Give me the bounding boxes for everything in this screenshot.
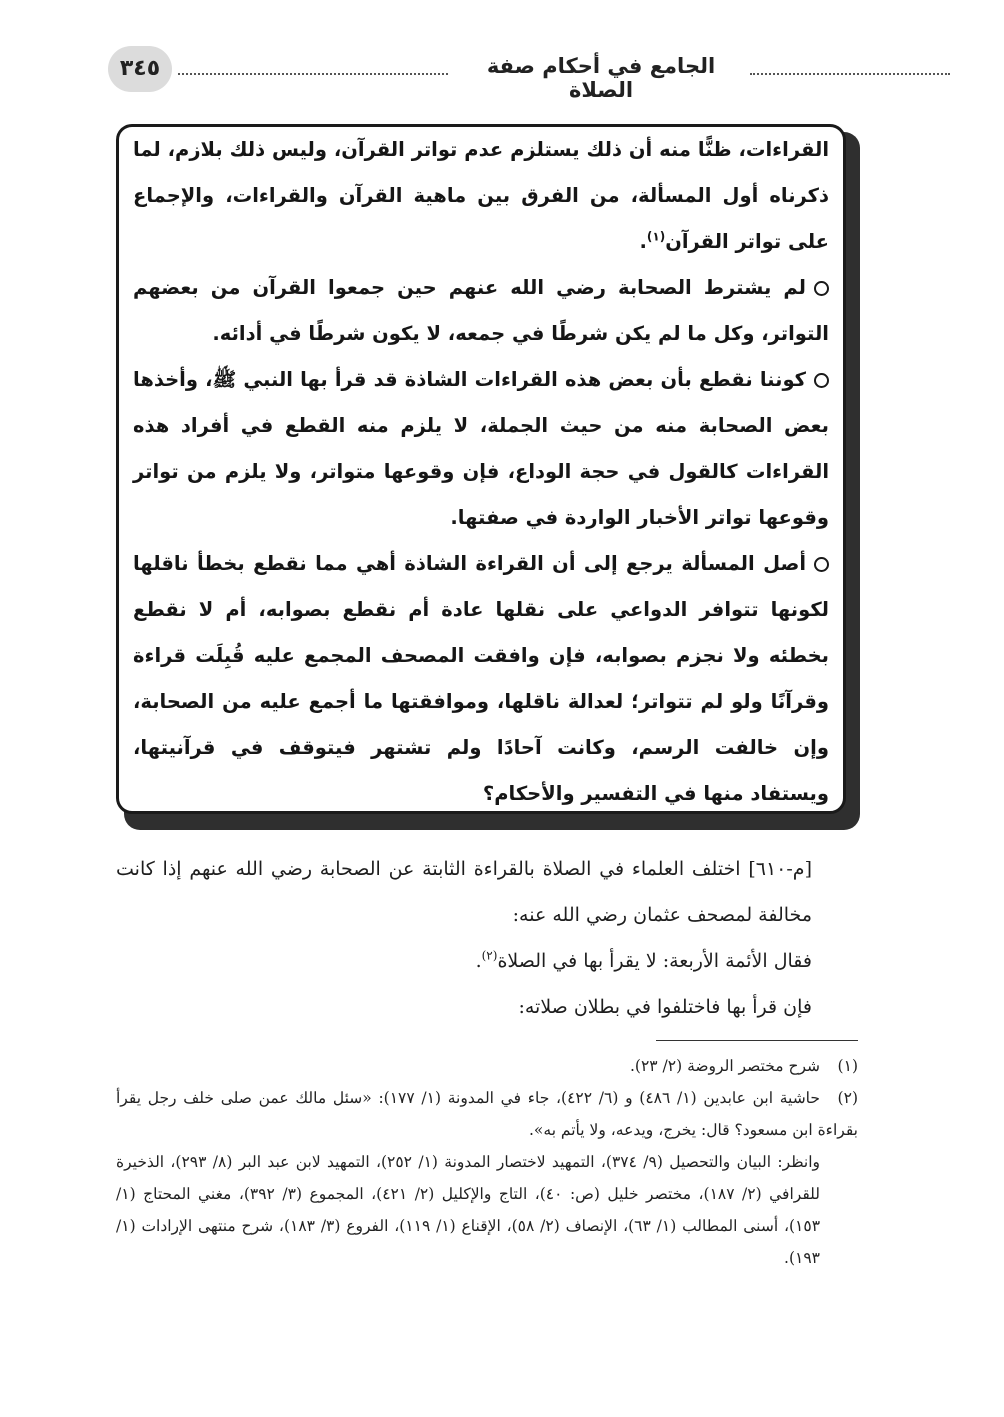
header-dotted-leader-left bbox=[178, 73, 448, 75]
body-paragraph: فإن قرأ بها فاختلفوا في بطلان صلاته: bbox=[518, 996, 812, 1018]
body-paragraph: فقال الأئمة الأربعة: لا يقرأ بها في الصلاة$^{(٢)}$. bbox=[475, 948, 812, 972]
footnote: (٢)حاشية ابن عابدين (١/ ٤٨٦) و (٦/ ٤٢٢)، جاء في المدونة (١/ ١٧٧): «سئل مالك عمن صلى خلف رجل يقرأ بقراءة ابن مسعود؟ قال: يخرج، ويدعه، ولا يأتم به». bbox=[116, 1082, 858, 1146]
footnote-continuation: وانظر: البيان والتحصيل (٩/ ٣٧٤)، التمهيد لاختصار المدونة (١/ ٢٥٢)، التمهيد لابن عبد البر (٨/ ٢٩٣)، الذخيرة للقرافي (٢/ ١٨٧)، مختصر خليل (ص: ٤٠)، التاج والإكليل (٢/ ٤٢١)، المجموع (٣/ ٣٩٢)، مغني المحتاج (١/ ١٥٣)، أسنى المطالب (١/ ٦٣)، الإنصاف (٢/ ٥٨)، الإقناع (١/ ١١٩)، الفروع (٣/ ١٨٣)، شرح منتهى الإرادات (١/ ١٩٣). bbox=[116, 1153, 821, 1267]
page-number: ٣٤٥ bbox=[108, 46, 172, 92]
page-header bbox=[108, 46, 848, 102]
box-paragraph: القراءات، ظنًّا منه أن ذلك يستلزم عدم تواتر القرآن، وليس ذلك بلازم، لما ذكرناه أول المسألة، من الفرق بين ماهية القرآن والقراءات، والإجماع على تواتر القرآن$^{(١)}$. bbox=[133, 138, 829, 253]
main-text bbox=[116, 846, 858, 1030]
footnote-number: (١) bbox=[837, 1057, 858, 1075]
footnote: (١)شرح مختصر الروضة (٢/ ٢٣). bbox=[116, 1050, 858, 1082]
box-text bbox=[133, 127, 829, 817]
body-paragraph: [م-٦١٠] اختلف العلماء في الصلاة بالقراءة الثابتة عن الصحابة رضي الله عنهم إذا كانت مخالفة لمصحف عثمان رضي الله عنه: bbox=[116, 858, 812, 926]
running-title: الجامع في أحكام صفة الصلاة bbox=[486, 54, 716, 102]
list-item: أصل المسألة يرجع إلى أن القراءة الشاذة أهي مما نقطع بخطأ ناقلها لكونها تتوافر الدواعي على نقلها عادة أم نقطع بصوابه، أم لا نقطع بخطئه ولا نجزم بصوابه، فإن وافقت المصحف المجمع عليه قُبِلَت قراءة وقرآنًا ولو لم تتواتر؛ لعدالة ناقلها، وموافقتها ما أجمع عليه من الصحابة، وإن خالفت الرسم، وكانت آحادًا ولم تشتهر فيتوقف في قرآنيتها، ويستفاد منها في التفسير والأحكام؟ bbox=[133, 552, 829, 805]
list-item: كوننا نقطع بأن بعض هذه القراءات الشاذة قد قرأ بها النبي ﷺ، وأخذها بعض الصحابة منه من حيث الجملة، لا يلزم منه القطع في أفراد هذه القراءات كالقول في حجة الوداع، فإن وقوعها متواتر، ولا يلزم من تواتر وقوعها تواتر الأخبار الواردة في صفتها. bbox=[133, 368, 829, 529]
circle-bullet-icon bbox=[814, 557, 829, 572]
bordered-text-box bbox=[116, 124, 846, 814]
circle-bullet-icon bbox=[814, 281, 829, 296]
salutation-ligature: ﷺ bbox=[212, 368, 237, 391]
footnote-number: (٢) bbox=[837, 1089, 858, 1107]
footnote-ref: (١) bbox=[646, 229, 666, 244]
footnotes bbox=[116, 1050, 858, 1274]
footnote-separator bbox=[656, 1040, 858, 1041]
list-item: لم يشترط الصحابة رضي الله عنهم حين جمعوا القرآن من بعضهم التواتر، وكل ما لم يكن شرطًا في جمعه، لا يكون شرطًا في أدائه. bbox=[133, 276, 829, 345]
circle-bullet-icon bbox=[814, 373, 829, 388]
footnote-ref: (٢) bbox=[481, 948, 498, 963]
header-dotted-leader-right bbox=[750, 73, 950, 75]
